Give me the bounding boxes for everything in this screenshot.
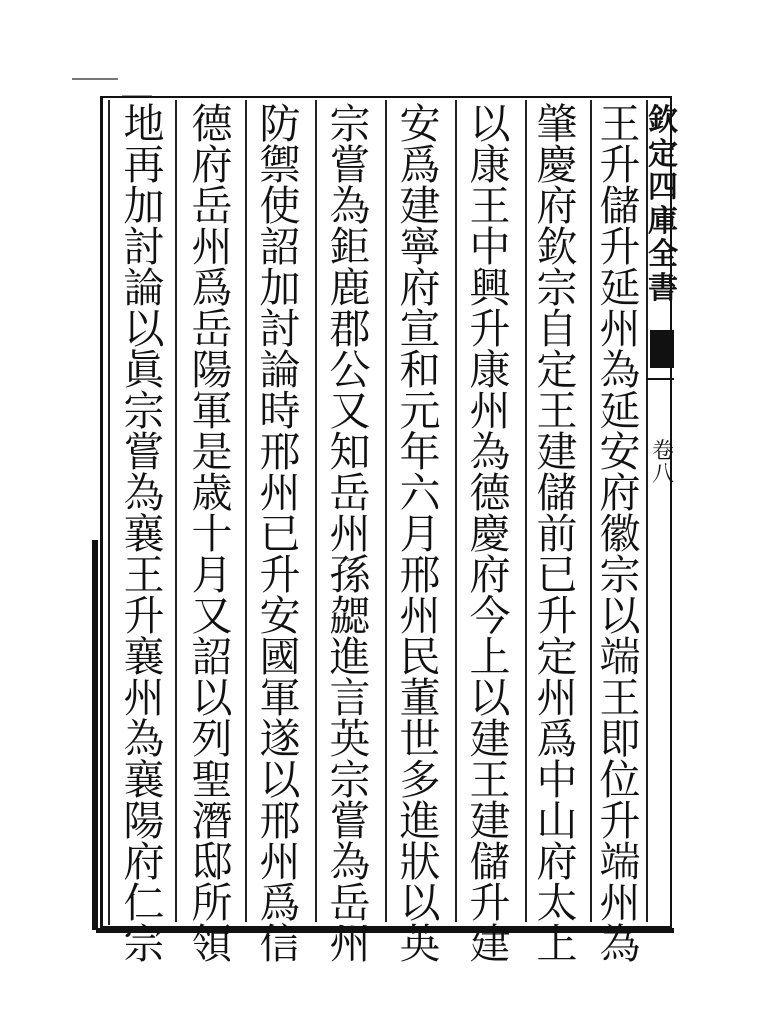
column-character: 為: [599, 920, 641, 968]
column-character: 宗: [536, 264, 578, 312]
text-column-7: [182, 100, 242, 968]
column-character: 升: [469, 305, 511, 353]
column-character: 軍: [191, 387, 233, 435]
column-character: 府: [469, 551, 511, 599]
text-column-8: [114, 100, 174, 968]
column-character: 中: [536, 756, 578, 804]
column-character: 爲: [399, 141, 441, 189]
column-character: 端: [599, 633, 641, 681]
column-character: 府: [599, 469, 641, 517]
column-character: 嘗: [329, 141, 371, 189]
column-character: 岳: [191, 305, 233, 353]
column-character: 上: [469, 633, 511, 681]
column-character: 建: [469, 797, 511, 845]
column-character: 孫: [329, 551, 371, 599]
text-column-5: [320, 100, 380, 968]
column-character: 年: [399, 428, 441, 476]
column-character: 六: [399, 469, 441, 517]
column-character: 宗: [123, 387, 165, 435]
column-character: 時: [259, 387, 301, 435]
column-character: 升: [599, 797, 641, 845]
column-character: 肇: [536, 100, 578, 148]
column-character: 以: [469, 100, 511, 148]
column-character: 徽: [599, 510, 641, 558]
margin-title-character: 定: [648, 136, 678, 172]
column-character: 董: [399, 674, 441, 722]
column-character: 為: [329, 182, 371, 230]
column-character: 儲: [469, 838, 511, 886]
column-character: 以: [123, 305, 165, 353]
column-character: 州: [259, 838, 301, 886]
column-character: 防: [259, 100, 301, 148]
column-character: 又: [191, 592, 233, 640]
column-character: 鹿: [329, 264, 371, 312]
column-character: 府: [191, 141, 233, 189]
column-character: 儲: [536, 469, 578, 517]
column-character: 論: [123, 264, 165, 312]
margin-volume-character: 八: [651, 462, 674, 488]
column-character: 討: [259, 305, 301, 353]
text-column-4: [390, 100, 450, 968]
column-character: 安: [399, 100, 441, 148]
column-character: 位: [599, 756, 641, 804]
column-character: 公: [329, 346, 371, 394]
column-character: 康: [469, 346, 511, 394]
column-character: 以: [191, 674, 233, 722]
column-character: 升: [599, 223, 641, 271]
column-character: 信: [259, 920, 301, 968]
margin-fishtail-block: [650, 330, 674, 368]
column-character: 州: [469, 387, 511, 435]
column-character: 多: [399, 756, 441, 804]
column-character: 升: [599, 141, 641, 189]
column-character: 中: [469, 223, 511, 271]
column-character: 爲: [259, 879, 301, 927]
column-character: 月: [191, 551, 233, 599]
column-character: 列: [191, 715, 233, 763]
column-character: 為: [123, 715, 165, 763]
column-character: 州: [536, 674, 578, 722]
column-character: 欽: [536, 223, 578, 271]
column-character: 已: [536, 551, 578, 599]
text-column-1: [592, 100, 648, 968]
column-character: 再: [123, 141, 165, 189]
column-character: 府: [123, 838, 165, 886]
column-character: 以: [469, 674, 511, 722]
column-character: 慶: [469, 510, 511, 558]
column-character: 今: [469, 592, 511, 640]
margin-volume-label: [650, 440, 676, 486]
column-character: 府: [536, 838, 578, 886]
column-character: 眞: [123, 346, 165, 394]
column-character: 德: [191, 100, 233, 148]
column-character: 儲: [599, 182, 641, 230]
column-character: 自: [536, 305, 578, 353]
column-character: 寧: [399, 223, 441, 271]
column-character: 論: [259, 346, 301, 394]
column-character: 府: [399, 264, 441, 312]
column-character: 升: [469, 879, 511, 927]
column-character: 爲: [536, 715, 578, 763]
column-character: 詔: [259, 223, 301, 271]
column-rule: [245, 100, 247, 922]
column-character: 升: [259, 551, 301, 599]
column-character: 以: [399, 879, 441, 927]
column-character: 王: [469, 182, 511, 230]
column-character: 升: [123, 592, 165, 640]
column-character: 州: [599, 879, 641, 927]
column-rule: [315, 100, 317, 922]
column-character: 端: [599, 838, 641, 886]
column-character: 宗: [329, 100, 371, 148]
column-character: 宗: [329, 756, 371, 804]
column-character: 即: [599, 715, 641, 763]
margin-title-character: 欽: [648, 103, 678, 138]
column-character: 王: [599, 100, 641, 148]
column-character: 興: [469, 264, 511, 312]
margin-book-title: [648, 104, 678, 306]
column-character: 加: [259, 264, 301, 312]
column-character: 安: [259, 592, 301, 640]
column-character: 延: [599, 387, 641, 435]
column-character: 邸: [191, 838, 233, 886]
text-column-6: [250, 100, 310, 968]
column-character: 潛: [191, 797, 233, 845]
column-character: 升: [536, 592, 578, 640]
column-character: 州: [123, 674, 165, 722]
column-character: 宗: [123, 920, 165, 968]
column-character: 為: [329, 838, 371, 886]
frame-left-edge: [92, 540, 98, 930]
column-character: 爲: [191, 264, 233, 312]
column-character: 定: [536, 346, 578, 394]
column-character: 和: [399, 346, 441, 394]
column-character: 英: [399, 920, 441, 968]
column-character: 上: [536, 920, 578, 968]
column-character: 民: [399, 633, 441, 681]
column-character: 岳: [191, 182, 233, 230]
column-character: 德: [469, 469, 511, 517]
column-character: 為: [123, 469, 165, 517]
column-character: 進: [399, 797, 441, 845]
text-column-3: [460, 100, 520, 968]
text-column-2: [527, 100, 587, 968]
column-character: 英: [329, 715, 371, 763]
column-character: 王: [469, 756, 511, 804]
column-character: 襄: [123, 756, 165, 804]
column-character: 州: [329, 920, 371, 968]
column-character: 王: [536, 387, 578, 435]
column-character: 襄: [123, 633, 165, 681]
column-character: 所: [191, 879, 233, 927]
column-character: 延: [599, 264, 641, 312]
column-character: 建: [536, 428, 578, 476]
column-character: 嘗: [329, 797, 371, 845]
column-character: 王: [599, 674, 641, 722]
column-character: 國: [259, 633, 301, 681]
column-character: 以: [599, 592, 641, 640]
column-character: 以: [259, 756, 301, 804]
column-character: 州: [191, 223, 233, 271]
column-character: 使: [259, 182, 301, 230]
column-character: 建: [469, 920, 511, 968]
column-character: 領: [191, 920, 233, 968]
column-character: 聖: [191, 756, 233, 804]
margin-title-character: 書: [648, 270, 678, 306]
frame-inner-left-rule: [108, 100, 110, 925]
column-character: 陽: [123, 797, 165, 845]
margin-title-character: 全: [648, 237, 678, 273]
column-character: 地: [123, 100, 165, 148]
column-character: 知: [329, 428, 371, 476]
margin-divider: [646, 378, 674, 380]
column-character: 十: [191, 510, 233, 558]
column-character: 山: [536, 797, 578, 845]
margin-volume-character: 卷: [651, 439, 674, 464]
column-character: 遂: [259, 715, 301, 763]
column-character: 歳: [191, 469, 233, 517]
column-character: 郡: [329, 305, 371, 353]
column-character: 進: [329, 633, 371, 681]
header-speck: [72, 78, 118, 80]
column-character: 仁: [123, 879, 165, 927]
column-character: 邢: [259, 428, 301, 476]
column-rule: [455, 100, 457, 922]
column-character: 州: [329, 510, 371, 558]
column-character: 安: [599, 428, 641, 476]
column-character: 州: [399, 592, 441, 640]
column-character: 襄: [123, 510, 165, 558]
column-character: 王: [123, 551, 165, 599]
column-character: 世: [399, 715, 441, 763]
column-character: 州: [599, 305, 641, 353]
column-rule: [385, 100, 387, 922]
column-character: 宗: [599, 551, 641, 599]
column-character: 是: [191, 428, 233, 476]
column-character: 為: [469, 428, 511, 476]
column-character: 軍: [259, 674, 301, 722]
column-character: 慶: [536, 141, 578, 189]
column-character: 詔: [191, 633, 233, 681]
column-character: 建: [469, 715, 511, 763]
column-character: 嘗: [123, 428, 165, 476]
column-character: 定: [536, 633, 578, 681]
column-character: 討: [123, 223, 165, 271]
column-character: 元: [399, 387, 441, 435]
column-character: 建: [399, 182, 441, 230]
column-character: 言: [329, 674, 371, 722]
column-character: 又: [329, 387, 371, 435]
column-character: 太: [536, 879, 578, 927]
column-character: 月: [399, 510, 441, 558]
column-character: 已: [259, 510, 301, 558]
column-character: 宣: [399, 305, 441, 353]
margin-title-character: 庫: [648, 203, 678, 239]
column-character: 岳: [329, 469, 371, 517]
column-character: 加: [123, 182, 165, 230]
margin-title-character: 四: [648, 170, 678, 206]
column-character: 狀: [399, 838, 441, 886]
column-character: 府: [536, 182, 578, 230]
column-character: 前: [536, 510, 578, 558]
column-character: 禦: [259, 141, 301, 189]
column-character: 陽: [191, 346, 233, 394]
column-character: 邢: [259, 797, 301, 845]
column-character: 邢: [399, 551, 441, 599]
column-rule: [175, 100, 177, 922]
column-character: 州: [259, 469, 301, 517]
column-character: 為: [599, 346, 641, 394]
column-character: 岳: [329, 879, 371, 927]
column-character: 鉅: [329, 223, 371, 271]
column-character: 勰: [329, 592, 371, 640]
column-character: 康: [469, 141, 511, 189]
